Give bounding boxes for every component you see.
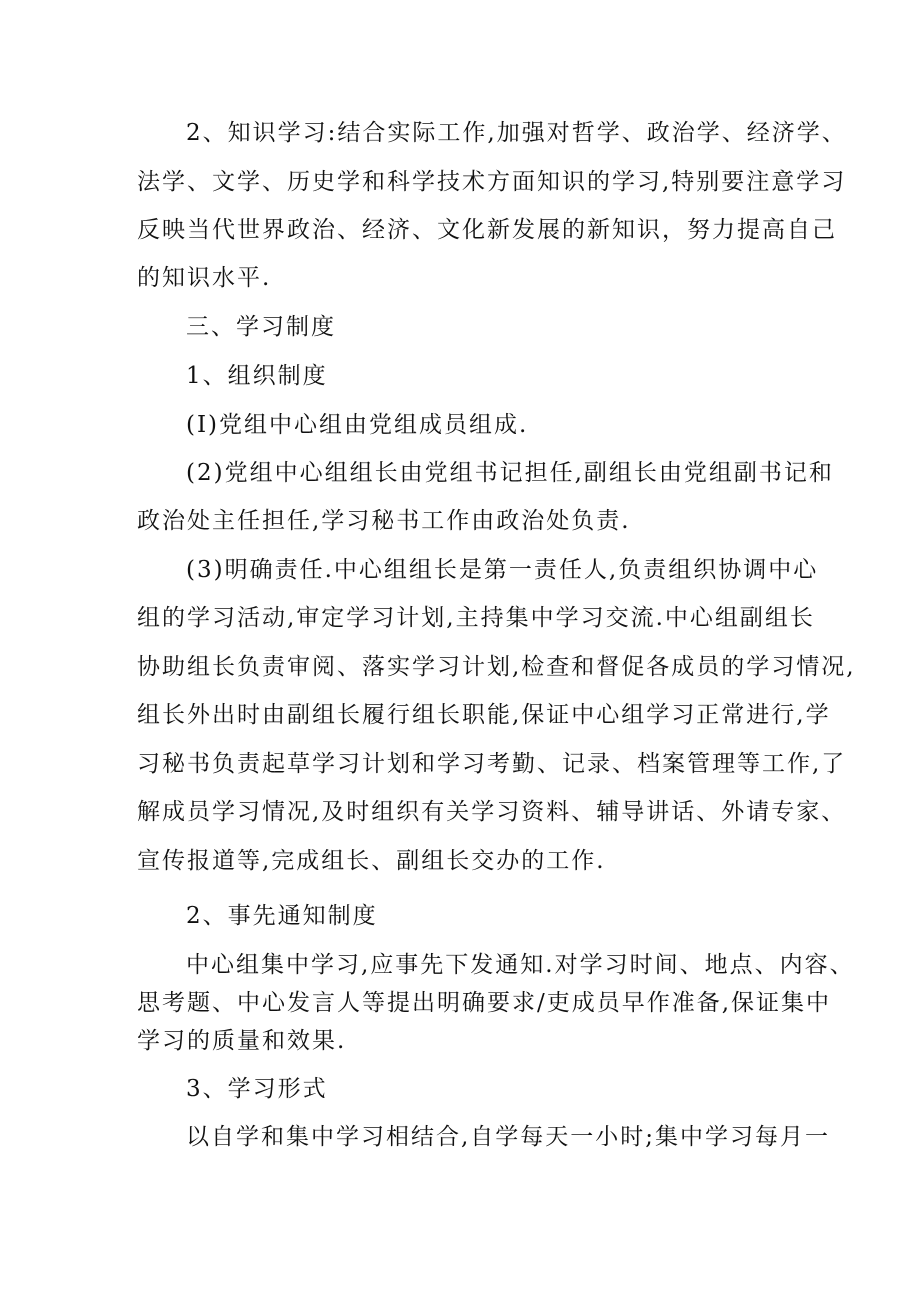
subheading-advance-notice: 2、事先通知制度 xyxy=(186,903,378,929)
item-3-line-3: 协助组长负责审阅、落实学习计划,检查和督促各成员的学习情况, xyxy=(137,654,856,680)
item-1-line-1: (I)党组中心组由党组成员组成. xyxy=(186,412,529,438)
subheading-study-form: 3、学习形式 xyxy=(186,1076,328,1102)
item-3-line-6: 解成员学习情况,及时组织有关学习资料、辅导讲话、外请专家、 xyxy=(137,799,847,825)
paragraph-knowledge-line-1: 2、知识学习:结合实际工作,加强对哲学、政治学、经济学、 xyxy=(186,120,847,146)
paragraph-knowledge-line-4: 的知识水平. xyxy=(137,265,272,291)
item-3-line-7: 宣传报道等,完成组长、副组长交办的工作. xyxy=(137,848,606,874)
paragraph-knowledge-line-2: 法学、文学、历史学和科学技术方面知识的学习,特别要注意学习 xyxy=(137,169,847,195)
paragraph-knowledge-line-3: 反映当代世界政治、经济、文化新发展的新知识，努力提高自己 xyxy=(137,217,837,243)
item-3-line-5: 习秘书负责起草学习计划和学习考勤、记录、档案管理等工作,了 xyxy=(137,751,847,777)
item-2-line-1: (2)党组中心组组长由党组书记担任,副组长由党组副书记和 xyxy=(186,460,834,486)
item-3-line-1: (3)明确责任.中心组组长是第一责任人,负责组织协调中心 xyxy=(186,557,819,583)
item-3-line-4: 组长外出时由副组长履行组长职能,保证中心组学习正常进行,学 xyxy=(137,702,831,728)
paragraph-notice-line-2: 思考题、中心发言人等提出明确要求/吏成员早作准备,保证集中 xyxy=(137,990,832,1016)
item-3-line-2: 组的学习活动,审定学习计划,主持集中学习交流.中心组副组长 xyxy=(137,605,815,631)
section-heading-study-system: 三、学习制度 xyxy=(186,314,336,340)
paragraph-notice-line-3: 学习的质量和效果. xyxy=(137,1028,347,1054)
item-2-line-2: 政治处主任担任,学习秘书工作由政治处负责. xyxy=(137,508,631,534)
paragraph-study-form-line-1: 以自学和集中学习相结合,自学每天一小时;集中学习每月一 xyxy=(186,1124,831,1150)
paragraph-notice-line-1: 中心组集中学习,应事先下发通知.对学习时间、地点、内容、 xyxy=(186,952,855,978)
subheading-organization-system: 1、组织制度 xyxy=(186,363,328,389)
